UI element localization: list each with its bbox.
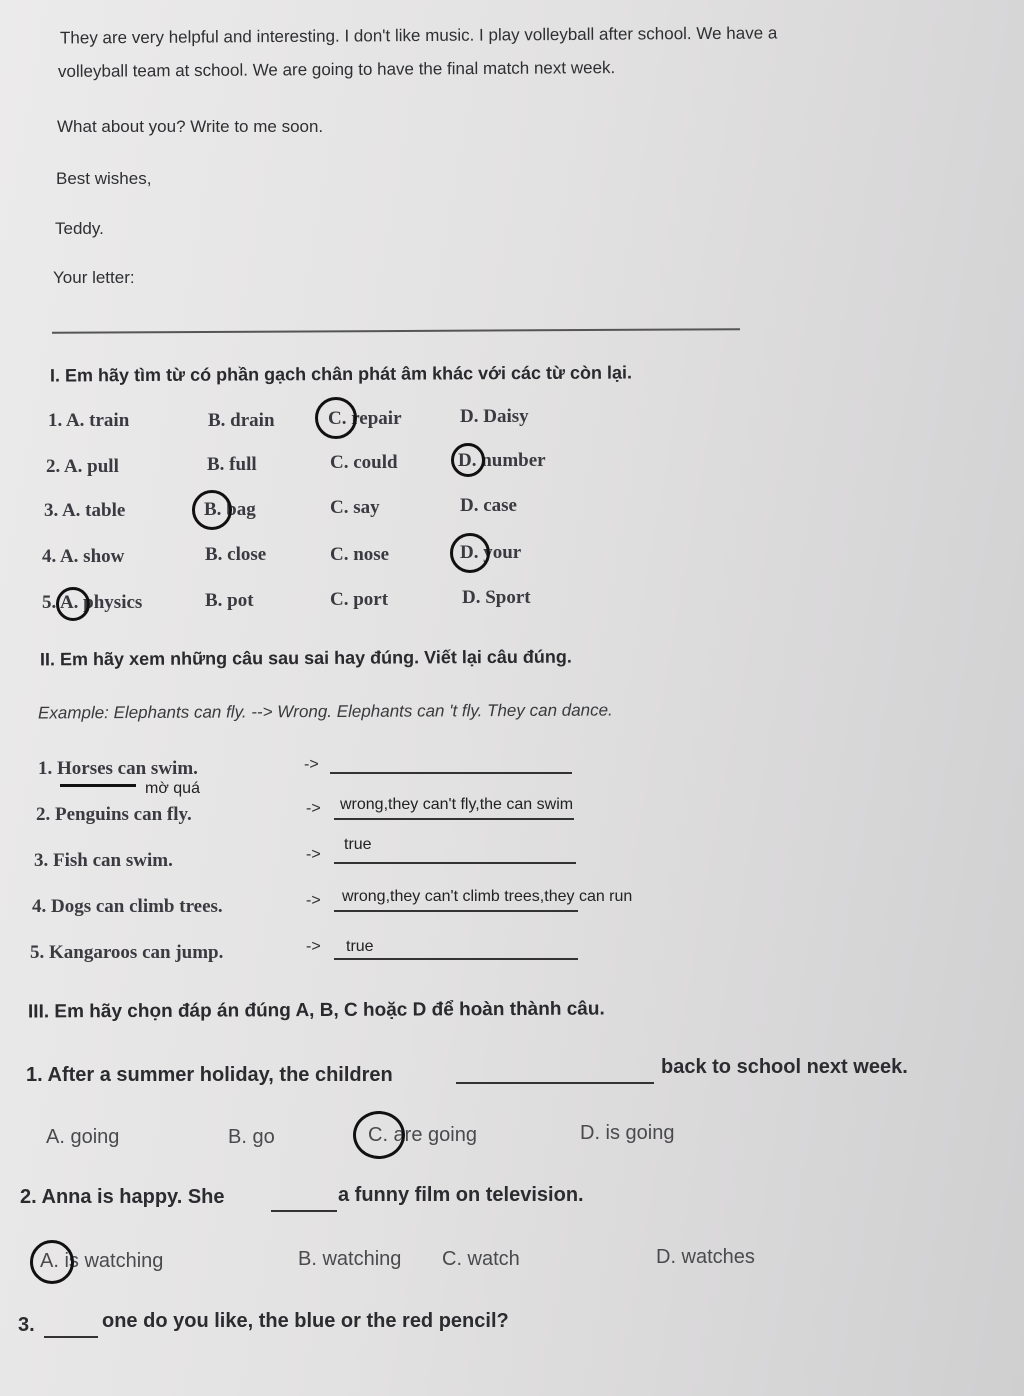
s1-q3-option-d: D. case	[460, 495, 517, 516]
answer-circle-s1-q5	[56, 587, 90, 621]
s3-q1-start: 1. After a summer holiday, the children	[26, 1064, 393, 1086]
s3-q2-option-c: C. watch	[442, 1248, 520, 1270]
s3-q2-option-b: B. watching	[298, 1248, 402, 1270]
s3-q1-blank	[456, 1082, 654, 1084]
s2-arrow-2: ->	[306, 800, 321, 817]
s2-arrow-4: ->	[306, 892, 321, 909]
letter-line-3: What about you? Write to me soon.	[57, 117, 324, 136]
s1-q5-option-b: B. pot	[205, 590, 254, 611]
s1-q2-option-b: B. full	[207, 454, 257, 475]
underline-mark	[60, 784, 136, 787]
s1-q3-option-c: C. say	[330, 497, 380, 518]
s2-item-4: 4. Dogs can climb trees.	[32, 896, 223, 917]
s2-answer-3: true	[344, 836, 372, 853]
s3-q2-option-d: D. watches	[656, 1246, 755, 1268]
s1-q3-option-a: 3. A. table	[44, 500, 126, 521]
s1-q1-option-d: D. Daisy	[460, 406, 529, 427]
s2-item-3: 3. Fish can swim.	[34, 850, 173, 871]
answer-circle-s1-q1	[315, 397, 357, 439]
s1-q4-option-c: C. nose	[330, 544, 390, 565]
section-1-heading: I. Em hãy tìm từ có phần gạch chân phát âm khác với các từ còn lại.	[49, 362, 633, 386]
s2-answer-line-2	[334, 818, 574, 820]
s3-q3-blank	[44, 1336, 98, 1338]
s3-q3-number: 3.	[18, 1314, 35, 1336]
section-3-heading: III. Em hãy chọn đáp án đúng A, B, C hoặc D để hoàn thành câu.	[27, 998, 605, 1023]
answer-circle-s3-q1	[353, 1111, 405, 1159]
s2-answer-line-1	[330, 772, 572, 774]
s2-answer-line-4	[334, 910, 578, 912]
letter-line-1: They are very helpful and interesting. I don't like music. I play volleyball after school. We have a	[59, 23, 778, 48]
s1-q4-option-d: D. your	[460, 542, 522, 563]
s2-arrow-1: ->	[304, 756, 319, 773]
letter-answer-line	[52, 328, 740, 334]
s2-item-1: 1. Horses can swim.	[38, 758, 198, 779]
s3-q1-option-d: D. is going	[580, 1122, 675, 1144]
s2-arrow-3: ->	[306, 846, 321, 863]
s1-q5-option-a: 5. A. physics	[42, 592, 143, 613]
s1-q2-option-d: D. number	[458, 450, 546, 471]
s1-q1-option-c: C. repair	[328, 408, 402, 429]
s3-q3-text: one do you like, the blue or the red pencil?	[102, 1310, 509, 1332]
handwritten-note: mờ quá	[145, 780, 200, 797]
s2-item-2: 2. Penguins can fly.	[36, 804, 192, 825]
section-2-example: Example: Elephants can fly. --> Wrong. Elephants can 't fly. They can dance.	[37, 700, 613, 723]
s3-q2-option-a: A. is watching	[40, 1250, 164, 1272]
s3-q2-end: a funny film on television.	[338, 1184, 584, 1206]
s2-answer-4: wrong,they can't climb trees,they can run	[342, 888, 633, 905]
s1-q5-option-c: C. port	[330, 589, 389, 610]
letter-line-2: volleyball team at school. We are going to have the final match next week.	[57, 58, 616, 81]
s3-q2-blank	[271, 1210, 337, 1212]
s3-q1-end: back to school next week.	[661, 1056, 908, 1078]
s3-q1-option-c: C. are going	[368, 1124, 477, 1146]
s3-q2-start: 2. Anna is happy. She	[20, 1186, 225, 1208]
s1-q4-option-b: B. close	[205, 544, 267, 565]
s1-q1-option-b: B. drain	[208, 410, 275, 431]
s2-answer-line-3	[334, 862, 576, 864]
s1-q3-option-b: B. bag	[204, 499, 256, 520]
letter-closing: Best wishes,	[56, 169, 152, 188]
answer-circle-s1-q4	[450, 533, 490, 573]
s2-arrow-5: ->	[306, 938, 321, 955]
answer-circle-s1-q2	[451, 443, 485, 477]
s2-answer-5: true	[346, 938, 374, 955]
answer-circle-s1-q3	[192, 490, 232, 530]
letter-signature: Teddy.	[55, 219, 104, 238]
s2-item-5: 5. Kangaroos can jump.	[30, 942, 224, 963]
your-letter-label: Your letter:	[53, 268, 135, 287]
s2-answer-line-5	[334, 958, 578, 960]
s2-answer-2: wrong,they can't fly,the can swim	[340, 796, 574, 813]
s1-q2-option-c: C. could	[330, 452, 398, 473]
section-2-heading: II. Em hãy xem những câu sau sai hay đúng. Viết lại câu đúng.	[39, 646, 572, 670]
s3-q1-option-a: A. going	[46, 1126, 120, 1148]
s3-q1-option-b: B. go	[228, 1126, 275, 1148]
answer-circle-s3-q2	[30, 1240, 74, 1284]
s1-q1-option-a: 1. A. train	[48, 410, 130, 431]
s1-q4-option-a: 4. A. show	[42, 546, 125, 567]
s1-q2-option-a: 2. A. pull	[46, 456, 119, 477]
s1-q5-option-d: D. Sport	[462, 587, 531, 608]
